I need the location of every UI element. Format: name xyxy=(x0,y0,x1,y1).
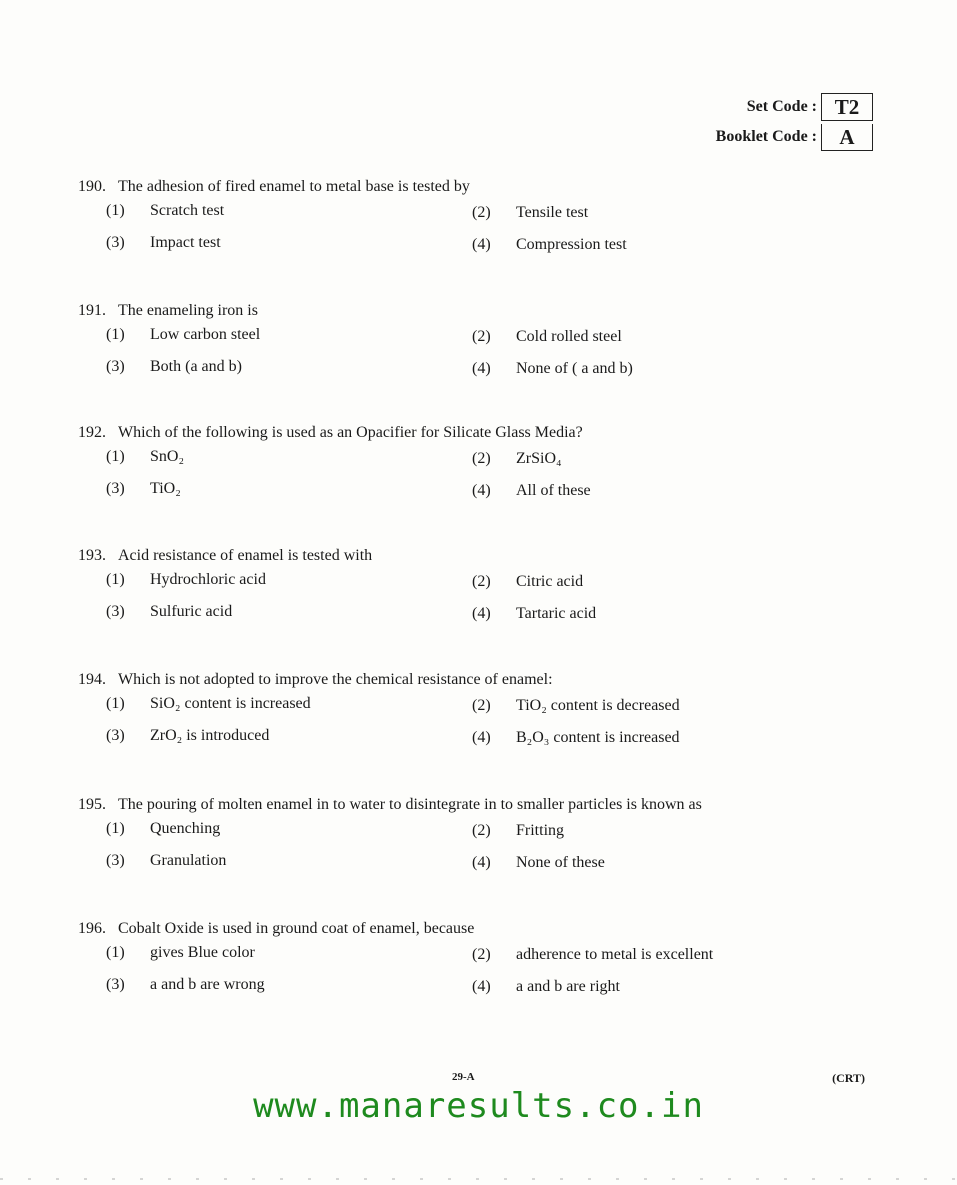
option-4: (4) B₂O₃ content is increased xyxy=(472,729,680,746)
paper-code: (CRT) xyxy=(832,1071,865,1085)
option-1: (1) Hydrochloric acid xyxy=(106,571,266,588)
option-3: (3) Granulation xyxy=(106,852,227,869)
set-code-row xyxy=(716,92,873,122)
question-192 xyxy=(78,424,591,499)
question-number: 196. xyxy=(78,920,106,937)
question-number: 193. xyxy=(78,547,106,564)
question-number: 194. xyxy=(78,671,106,688)
code-block xyxy=(716,92,873,152)
option-1: (1) Low carbon steel xyxy=(106,326,261,343)
question-text: Which is not adopted to improve the chemical resistance of enamel: xyxy=(118,671,553,688)
question-190 xyxy=(78,178,627,253)
option-2: (2) Cold rolled steel xyxy=(472,328,622,345)
option-3: (3) ZrO₂ is introduced xyxy=(106,727,270,744)
option-2: (2) Fritting xyxy=(472,822,565,839)
question-number: 190. xyxy=(78,178,106,195)
question-191 xyxy=(78,302,633,377)
booklet-code-value: A xyxy=(821,124,873,151)
question-text: Cobalt Oxide is used in ground coat of enamel, because xyxy=(118,920,475,937)
scan-edge xyxy=(0,1178,957,1180)
option-4: (4) a and b are right xyxy=(472,978,620,995)
question-text: Which of the following is used as an Opacifier for Silicate Glass Media? xyxy=(118,424,583,441)
option-2: (2) Tensile test xyxy=(472,204,589,221)
question-text: The pouring of molten enamel in to water to disintegrate in to smaller particles is known as xyxy=(118,796,702,813)
option-4: (4) Compression test xyxy=(472,236,627,253)
question-195 xyxy=(78,796,702,871)
option-1: (1) Scratch test xyxy=(106,202,225,219)
option-4: (4) All of these xyxy=(472,482,591,499)
booklet-code-row xyxy=(716,122,873,152)
question-number: 195. xyxy=(78,796,106,813)
option-1: (1) Quenching xyxy=(106,820,221,837)
question-text: The enameling iron is xyxy=(118,302,258,319)
question-193 xyxy=(78,547,597,622)
option-1: (1) SiO₂ content is increased xyxy=(106,695,311,712)
option-2: (2) adherence to metal is excellent xyxy=(472,946,714,963)
page-number: 29-A xyxy=(452,1071,475,1083)
option-3: (3) Both (a and b) xyxy=(106,358,242,375)
option-3: (3) TiO₂ xyxy=(106,480,181,497)
question-text: Acid resistance of enamel is tested with xyxy=(118,547,373,564)
set-code-label: Set Code : xyxy=(746,98,817,115)
question-text: The adhesion of fired enamel to metal base is tested by xyxy=(118,178,470,195)
option-2: (2) TiO₂ content is decreased xyxy=(472,697,680,714)
question-196 xyxy=(78,920,714,995)
question-number: 192. xyxy=(78,424,106,441)
option-4: (4) None of these xyxy=(472,854,605,871)
option-3: (3) Impact test xyxy=(106,234,221,251)
watermark-url: www.manaresults.co.in xyxy=(253,1086,704,1126)
option-3: (3) Sulfuric acid xyxy=(106,603,233,620)
booklet-code-label: Booklet Code : xyxy=(715,128,817,145)
option-1: (1) SnO₂ xyxy=(106,448,185,465)
option-4: (4) None of ( a and b) xyxy=(472,360,633,377)
set-code-value: T2 xyxy=(821,93,873,121)
option-3: (3) a and b are wrong xyxy=(106,976,265,993)
question-194 xyxy=(78,671,680,746)
option-2: (2) Citric acid xyxy=(472,573,584,590)
option-4: (4) Tartaric acid xyxy=(472,605,597,622)
option-1: (1) gives Blue color xyxy=(106,944,255,961)
question-number: 191. xyxy=(78,302,106,319)
option-2: (2) ZrSiO₄ xyxy=(472,450,562,467)
